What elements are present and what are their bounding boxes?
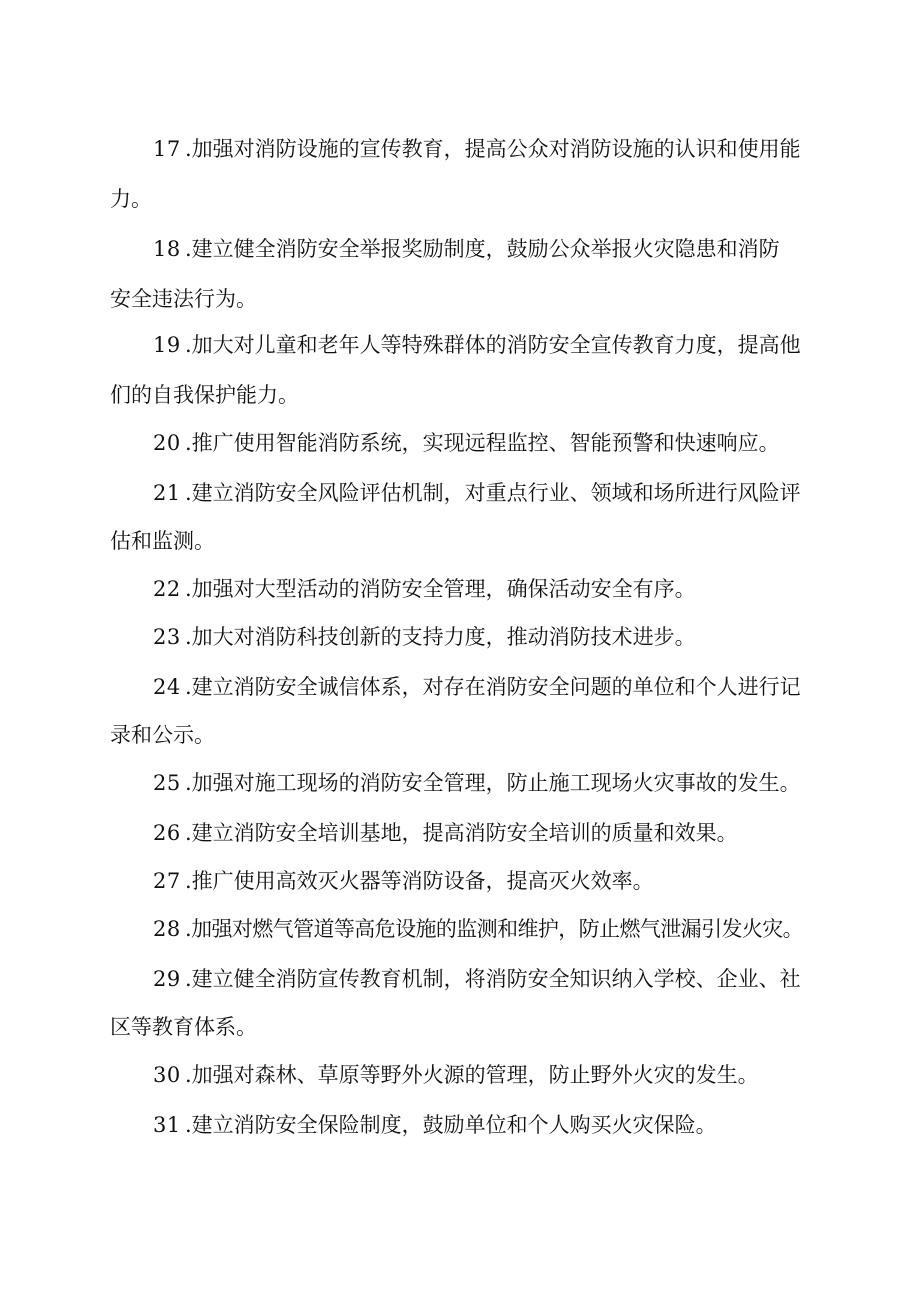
item-number: 17 [153,137,181,161]
item-number: 18 [153,237,181,261]
item-text-line1: .建立消防安全培训基地，提高消防安全培训的质量和效果。 [185,821,738,845]
item-text-line1: .建立健全消防宣传教育机制，将消防安全知识纳入学校、企业、社 [185,967,801,991]
item-text-line1: .推广使用智能消防系统，实现远程监控、智能预警和快速响应。 [185,431,780,455]
item-number: 24 [153,675,181,699]
item-number: 26 [153,821,181,845]
item-text-line1: .加大对儿童和老年人等特殊群体的消防安全宣传教育力度，提高他 [185,333,801,357]
item-text-line2: 区等教育体系。 [110,1015,257,1039]
item-text-line2: 录和公示。 [110,723,215,747]
item-number: 31 [153,1113,181,1137]
item-text-line1: .加强对燃气管道等高危设施的监测和维护，防止燃气泄漏引发火灾。 [185,917,804,941]
item-text-line1: .加强对施工现场的消防安全管理，防止施工现场火灾事故的发生。 [185,771,801,795]
item-number: 27 [153,869,181,893]
item-number: 22 [153,577,181,601]
item-text-line2: 估和监测。 [110,529,215,553]
item-number: 21 [153,481,181,505]
item-text-line1: .加强对大型活动的消防安全管理，确保活动安全有序。 [185,577,696,601]
item-text-line1: .建立消防安全诚信体系，对存在消防安全问题的单位和个人进行记 [185,675,801,699]
item-number: 19 [153,333,181,357]
item-number: 28 [153,917,181,941]
item-text-line1: .建立消防安全保险制度，鼓励单位和个人购买火灾保险。 [185,1113,717,1137]
item-number: 23 [153,625,181,649]
item-text-line1: .加强对森林、草原等野外火源的管理，防止野外火灾的发生。 [185,1063,759,1087]
item-text-line2: 安全违法行为。 [110,287,257,311]
item-text-line1: .加强对消防设施的宣传教育，提高公众对消防设施的认识和使用能 [185,137,801,161]
item-text-line2: 们的自我保护能力。 [110,383,299,407]
item-number: 20 [153,431,181,455]
item-text-line1: .加大对消防科技创新的支持力度，推动消防技术进步。 [185,625,696,649]
item-text-line1: .建立消防安全风险评估机制，对重点行业、领域和场所进行风险评 [185,481,801,505]
item-number: 30 [153,1063,181,1087]
item-text-line1: .推广使用高效灭火器等消防设备，提高灭火效率。 [185,869,654,893]
item-number: 29 [153,967,181,991]
item-number: 25 [153,771,181,795]
item-text-line2: 力。 [110,187,152,211]
item-text-line1: .建立健全消防安全举报奖励制度，鼓励公众举报火灾隐患和消防 [185,237,780,261]
